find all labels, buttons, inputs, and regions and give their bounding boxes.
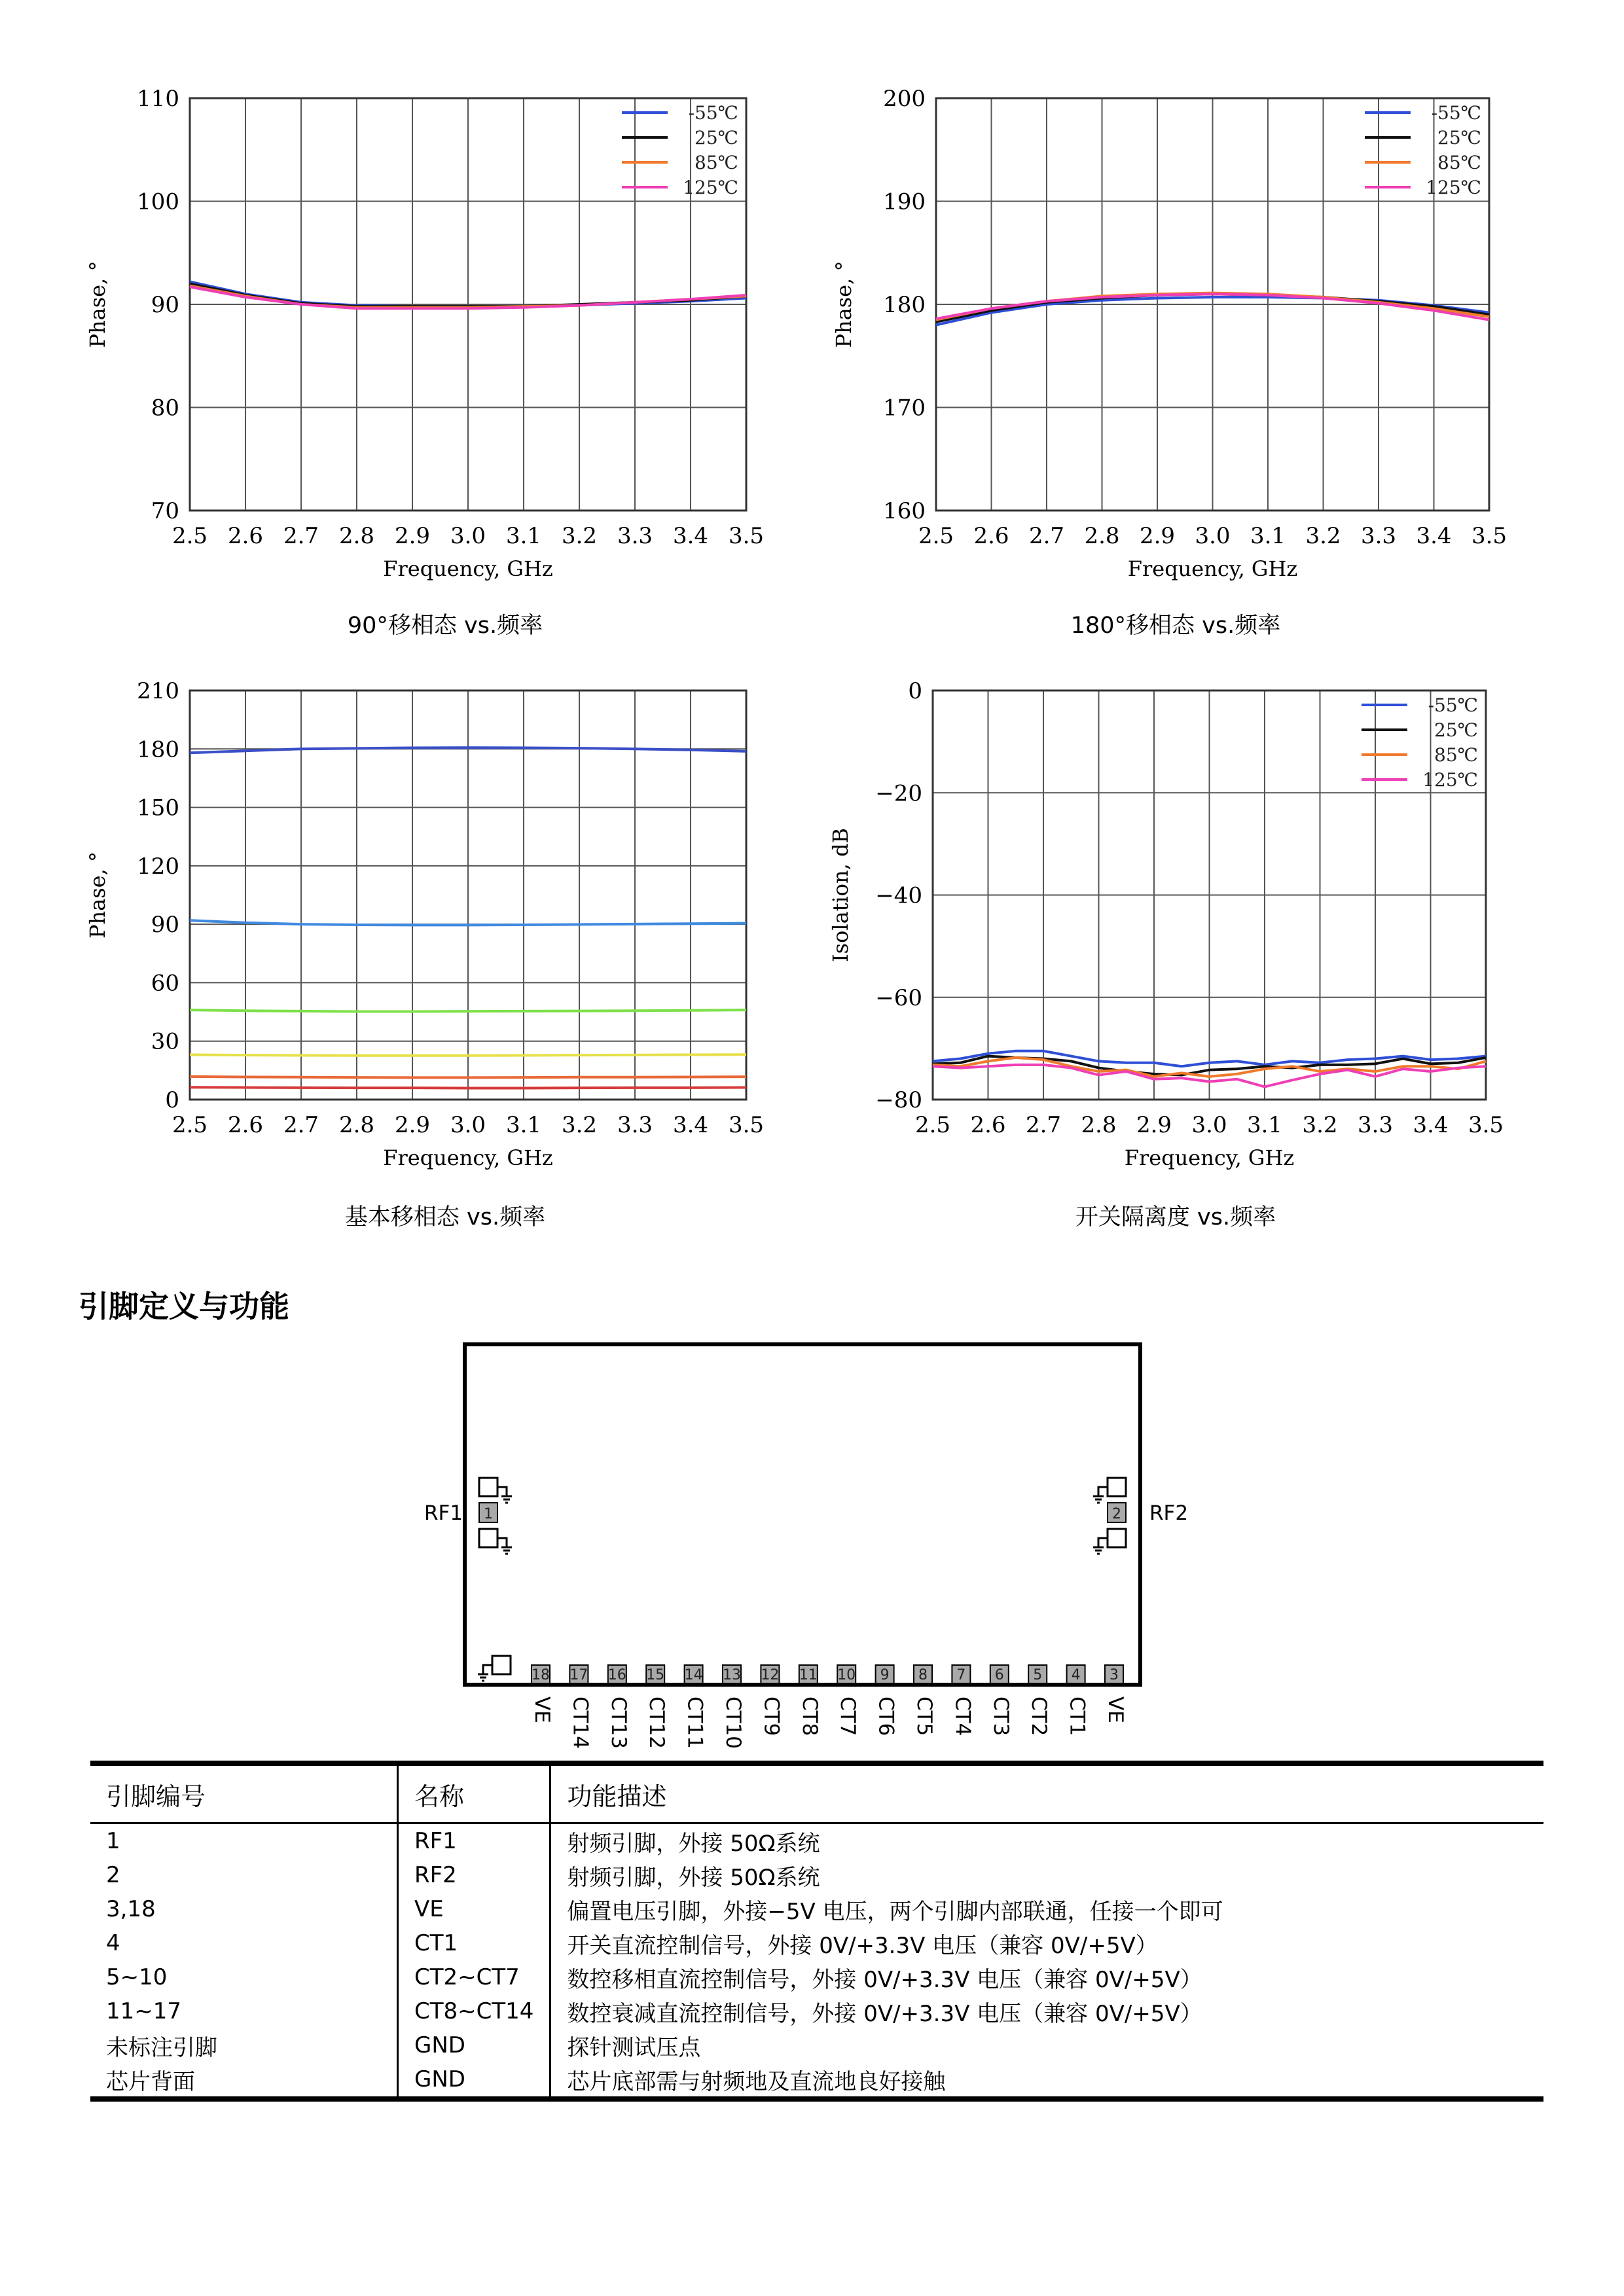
x-tick-label: 2.9 bbox=[394, 1112, 431, 1138]
x-tick-label: 2.9 bbox=[1139, 523, 1176, 549]
x-tick-label: 3.2 bbox=[1302, 1112, 1338, 1138]
ground-symbol-icon bbox=[478, 1665, 492, 1681]
bottom-pin-number: 3 bbox=[1110, 1667, 1119, 1683]
x-tick-label: 3.4 bbox=[672, 1112, 709, 1138]
cell-name: CT2~CT7 bbox=[398, 1960, 550, 1994]
section-title: 引脚定义与功能 bbox=[79, 1289, 289, 1324]
x-tick-label: 2.7 bbox=[283, 523, 319, 549]
bottom-pin-name: CT7 bbox=[836, 1696, 860, 1736]
y-tick-label: −60 bbox=[875, 984, 922, 1011]
cell-function: 芯片底部需与射频地及直流地良好接触 bbox=[550, 2062, 1543, 2099]
chart-180-phase-state bbox=[812, 0, 1624, 589]
x-tick-label: 2.6 bbox=[970, 1112, 1006, 1138]
y-tick-label: −20 bbox=[875, 780, 922, 807]
x-tick-label: 2.5 bbox=[914, 1112, 951, 1138]
bottom-pin-name: CT5 bbox=[912, 1696, 936, 1736]
table-row bbox=[90, 2028, 1543, 2062]
x-tick-label: 3.3 bbox=[1357, 1112, 1394, 1138]
x-tick-label: 3.0 bbox=[450, 523, 486, 549]
legend-label: -55℃ bbox=[1428, 694, 1478, 716]
bottom-pin-row bbox=[530, 1665, 1127, 1749]
pin-2-number: 2 bbox=[1112, 1506, 1121, 1522]
y-tick-label: 90 bbox=[151, 912, 179, 939]
cell-function: 数控移相直流控制信号，外接 0V/+3.3V 电压（兼容 0V/+5V） bbox=[567, 1966, 1202, 1993]
rf2-gnd-pad-bottom bbox=[1108, 1529, 1126, 1547]
legend-label: 25℃ bbox=[1434, 719, 1478, 741]
y-tick-label: −80 bbox=[875, 1087, 922, 1113]
y-tick-label: 180 bbox=[137, 736, 179, 763]
bottom-pin-number: 16 bbox=[607, 1667, 626, 1683]
y-tick-label: 170 bbox=[883, 395, 926, 422]
x-tick-label: 3.5 bbox=[728, 1112, 765, 1138]
bottom-pin-number: 11 bbox=[799, 1667, 818, 1683]
bottom-pin-number: 10 bbox=[837, 1667, 856, 1683]
x-tick-label: 2.7 bbox=[1028, 523, 1065, 549]
x-tick-label: 3.2 bbox=[561, 1112, 598, 1138]
cell-pin: 3,18 bbox=[90, 1892, 398, 1926]
caption-phase180: 180°移相态 vs.频率 bbox=[1070, 613, 1281, 639]
x-tick-label: 2.8 bbox=[338, 1112, 375, 1138]
caption-basic: 基本移相态 vs.频率 bbox=[344, 1204, 546, 1230]
bottom-pin-number: 9 bbox=[880, 1667, 890, 1683]
chart-90-phase-state bbox=[0, 0, 812, 589]
legend-label: 125℃ bbox=[1426, 177, 1481, 198]
x-tick-label: 3.0 bbox=[450, 1112, 486, 1138]
cell-name: RF1 bbox=[398, 1823, 550, 1859]
y-tick-label: 210 bbox=[137, 678, 179, 704]
y-tick-label: 60 bbox=[151, 970, 179, 997]
x-tick-label: 3.2 bbox=[561, 523, 598, 549]
header-pin-number: 引脚编号 bbox=[90, 1763, 398, 1823]
x-tick-label: 2.6 bbox=[227, 1112, 264, 1138]
pin-diagram bbox=[0, 1335, 1624, 1754]
y-tick-label: 110 bbox=[137, 86, 179, 112]
x-tick-label: 2.5 bbox=[171, 1112, 208, 1138]
x-tick-label: 2.9 bbox=[1136, 1112, 1172, 1138]
x-tick-label: 3.1 bbox=[505, 523, 542, 549]
x-tick-label: 3.0 bbox=[1195, 523, 1231, 549]
y-tick-label: 120 bbox=[137, 853, 179, 880]
table-row bbox=[90, 1858, 1543, 1892]
series-line-5625 bbox=[190, 1087, 746, 1088]
chart-switch-isolation bbox=[812, 622, 1624, 1211]
x-tick-label: 2.8 bbox=[1081, 1112, 1117, 1138]
x-tick-label: 3.3 bbox=[1360, 523, 1397, 549]
chip-outline bbox=[465, 1344, 1140, 1685]
x-tick-label: 3.0 bbox=[1191, 1112, 1227, 1138]
cell-name: VE bbox=[398, 1892, 550, 1926]
x-tick-label: 3.5 bbox=[1471, 523, 1507, 549]
ground-symbol-icon bbox=[1093, 1538, 1108, 1554]
rf1-gnd-pad-bottom bbox=[479, 1529, 497, 1547]
bottom-pin-number: 12 bbox=[761, 1667, 780, 1683]
header-function: 功能描述 bbox=[550, 1763, 1543, 1823]
x-tick-label: 3.3 bbox=[617, 1112, 653, 1138]
y-tick-label: 80 bbox=[151, 395, 179, 422]
x-tick-label: 3.2 bbox=[1305, 523, 1341, 549]
bottom-pin-number: 17 bbox=[569, 1667, 588, 1683]
x-tick-label: 3.5 bbox=[728, 523, 765, 549]
caption-phase90: 90°移相态 vs.频率 bbox=[347, 613, 543, 639]
bottom-pin-name: CT12 bbox=[645, 1696, 669, 1749]
cell-name: RF2 bbox=[398, 1858, 550, 1892]
table-row bbox=[90, 1926, 1543, 1960]
x-tick-label: 3.1 bbox=[505, 1112, 542, 1138]
x-axis-label: Frequency, GHz bbox=[1124, 1145, 1295, 1170]
rf2-gnd-pad-top bbox=[1108, 1478, 1126, 1496]
ground-symbol-icon bbox=[497, 1538, 512, 1554]
x-axis-label: Frequency, GHz bbox=[383, 556, 553, 581]
cell-name: CT8~CT14 bbox=[398, 1994, 550, 2028]
bottom-pin-number: 6 bbox=[994, 1667, 1004, 1683]
bottom-pin-name: CT10 bbox=[721, 1696, 745, 1749]
legend-label: -55℃ bbox=[1431, 102, 1481, 124]
cell-function: 射频引脚，外接 50Ω系统 bbox=[567, 1864, 820, 1891]
cell-function: 数控衰减直流控制信号，外接 0V/+3.3V 电压（兼容 0V/+5V） bbox=[567, 2000, 1202, 2027]
x-tick-label: 2.8 bbox=[1084, 523, 1120, 549]
y-axis-label: Phase, ° bbox=[85, 852, 110, 939]
x-axis-label: Frequency, GHz bbox=[383, 1145, 553, 1170]
cell-pin: 芯片背面 bbox=[90, 2062, 398, 2099]
x-tick-label: 3.1 bbox=[1250, 523, 1286, 549]
bottom-pin-number: 4 bbox=[1071, 1667, 1081, 1683]
x-tick-label: 3.5 bbox=[1468, 1112, 1504, 1138]
chart-basic-phase-state bbox=[0, 622, 812, 1211]
bottom-pin-name: CT9 bbox=[759, 1696, 784, 1736]
y-tick-label: 90 bbox=[151, 292, 179, 318]
cell-name: CT1 bbox=[398, 1926, 550, 1960]
bottom-pin-number: 14 bbox=[684, 1667, 703, 1683]
bottom-pin-number: 13 bbox=[723, 1667, 741, 1683]
bottom-pin-name: CT13 bbox=[606, 1696, 630, 1749]
rf1-gnd-pad-top bbox=[479, 1478, 497, 1496]
x-tick-label: 3.3 bbox=[617, 523, 653, 549]
bottom-pin-name: CT4 bbox=[950, 1696, 975, 1736]
x-tick-label: 2.6 bbox=[227, 523, 264, 549]
legend-label: 25℃ bbox=[695, 127, 738, 149]
x-tick-label: 2.7 bbox=[283, 1112, 319, 1138]
table-header-row bbox=[90, 1763, 1543, 1823]
bottom-pin-number: 18 bbox=[532, 1667, 550, 1683]
y-tick-label: 30 bbox=[151, 1028, 179, 1055]
y-tick-label: 200 bbox=[883, 86, 926, 112]
x-tick-label: 2.5 bbox=[171, 523, 208, 549]
cell-function: 探针测试压点 bbox=[567, 2034, 701, 2061]
bottom-pin-number: 8 bbox=[918, 1667, 928, 1683]
bottom-pin-number: 5 bbox=[1033, 1667, 1043, 1683]
corner-gnd-pad bbox=[492, 1656, 511, 1674]
header-name: 名称 bbox=[398, 1763, 550, 1823]
bottom-pin-name: CT8 bbox=[797, 1696, 821, 1736]
bottom-pin-name: CT6 bbox=[874, 1696, 898, 1736]
pin-definition-table bbox=[90, 1761, 1543, 2102]
y-tick-label: 160 bbox=[883, 498, 926, 524]
x-tick-label: 3.4 bbox=[1413, 1112, 1449, 1138]
cell-pin: 2 bbox=[90, 1858, 398, 1892]
x-tick-label: 3.4 bbox=[1416, 523, 1452, 549]
bottom-pin-number: 15 bbox=[646, 1667, 665, 1683]
table-row bbox=[90, 1823, 1543, 1859]
legend-label: 85℃ bbox=[695, 152, 738, 173]
legend-label: 25℃ bbox=[1437, 127, 1481, 149]
cell-function: 射频引脚，外接 50Ω系统 bbox=[567, 1830, 820, 1857]
bottom-pin-name: CT14 bbox=[568, 1696, 592, 1749]
x-tick-label: 2.7 bbox=[1025, 1112, 1062, 1138]
x-tick-label: 3.1 bbox=[1246, 1112, 1283, 1138]
series-line-45 bbox=[190, 1010, 746, 1011]
x-tick-label: 3.4 bbox=[672, 523, 709, 549]
table-row bbox=[90, 1892, 1543, 1926]
bottom-pin-name: CT11 bbox=[683, 1696, 707, 1749]
cell-name: GND bbox=[398, 2062, 550, 2099]
legend-label: 125℃ bbox=[683, 177, 738, 198]
bottom-pin-number: 7 bbox=[956, 1667, 966, 1683]
ground-symbol-icon bbox=[1093, 1487, 1108, 1503]
x-tick-label: 2.8 bbox=[338, 523, 375, 549]
cell-name: GND bbox=[398, 2028, 550, 2062]
bottom-pin-name: VE bbox=[1104, 1696, 1127, 1723]
y-tick-label: 100 bbox=[137, 188, 179, 215]
cell-function: 开关直流控制信号，外接 0V/+3.3V 电压（兼容 0V/+5V） bbox=[567, 1932, 1158, 1959]
y-axis-label: Phase, ° bbox=[831, 260, 856, 348]
x-tick-label: 2.6 bbox=[973, 523, 1009, 549]
pin-1-number: 1 bbox=[484, 1506, 493, 1522]
y-tick-label: 70 bbox=[151, 498, 179, 524]
y-tick-label: 150 bbox=[137, 795, 179, 821]
bottom-pin-name: CT2 bbox=[1027, 1696, 1051, 1736]
table-row bbox=[90, 2062, 1543, 2099]
y-tick-label: 180 bbox=[883, 292, 926, 318]
cell-pin: 1 bbox=[90, 1823, 398, 1859]
y-tick-label: −40 bbox=[875, 882, 922, 909]
table-row bbox=[90, 1960, 1543, 1994]
legend-label: 125℃ bbox=[1422, 769, 1478, 791]
bottom-pin-name: VE bbox=[530, 1696, 554, 1723]
legend-label: 85℃ bbox=[1437, 152, 1481, 173]
y-axis-label: Isolation, dB bbox=[828, 828, 853, 962]
cell-pin: 4 bbox=[90, 1926, 398, 1960]
x-axis-label: Frequency, GHz bbox=[1127, 556, 1298, 581]
y-tick-label: 190 bbox=[883, 188, 926, 215]
y-axis-label: Phase, ° bbox=[85, 260, 110, 348]
rf1-label: RF1 bbox=[424, 1501, 463, 1525]
bottom-pin-name: CT3 bbox=[988, 1696, 1013, 1736]
series-line-225 bbox=[190, 1054, 746, 1055]
bottom-pin-name: CT1 bbox=[1065, 1696, 1089, 1736]
legend-label: 85℃ bbox=[1434, 744, 1478, 766]
cell-pin: 5~10 bbox=[90, 1960, 398, 1994]
legend-label: -55℃ bbox=[688, 102, 738, 124]
ground-symbol-icon bbox=[497, 1487, 512, 1503]
x-tick-label: 2.5 bbox=[918, 523, 954, 549]
cell-pin: 未标注引脚 bbox=[90, 2028, 398, 2062]
cell-pin: 11~17 bbox=[90, 1994, 398, 2028]
caption-isolation: 开关隔离度 vs.频率 bbox=[1075, 1204, 1276, 1230]
table-row bbox=[90, 1994, 1543, 2028]
x-tick-label: 2.9 bbox=[394, 523, 431, 549]
rf2-label: RF2 bbox=[1149, 1501, 1189, 1525]
cell-function: 偏置电压引脚，外接−5V 电压，两个引脚内部联通，任接一个即可 bbox=[567, 1898, 1223, 1925]
y-tick-label: 0 bbox=[165, 1087, 179, 1113]
y-tick-label: 0 bbox=[908, 678, 922, 704]
